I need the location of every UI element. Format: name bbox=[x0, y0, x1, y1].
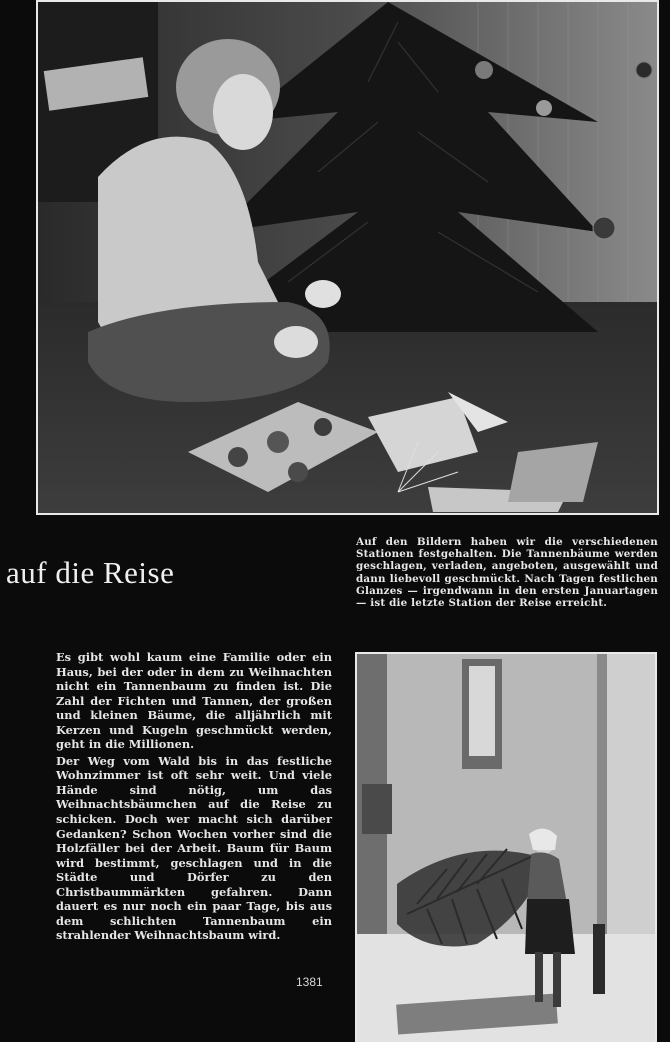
page-number: 1381 bbox=[296, 975, 323, 989]
photo-woman-carrying-tree bbox=[355, 652, 657, 1042]
body-paragraph-2: Der Weg vom Wald bis in das festliche Wohnzimmer ist oft sehr weit. Und viele Hände sind nötig, um das Weihnachtsbäumchen auf die Reise zu schicken. Doch wer macht sich darüber Gedanken? Schon Wochen vorher sind die Holzfäller bei der Arbeit. Baum für Baum wird bestimmt, geschlagen und in die Städte und Dörfer zu den Christbaummärkten gefahren. Dann dauert es nur noch ein paar Tage, bis aus dem schlichten Tannenbaum ein strahlender Weihnachtsbaum wird. bbox=[56, 753, 332, 943]
photo-woman-decorating-tree-illustration bbox=[38, 2, 657, 513]
article-headline: auf die Reise bbox=[6, 555, 175, 590]
photo-woman-decorating-tree bbox=[36, 0, 659, 515]
photo-caption: Auf den Bildern haben wir die verschiedenen Stationen festgehalten. Die Tannenbäume werden geschlagen, verladen, angeboten, ausgewählt und dann liebevoll geschmückt. Nach Tagen festlichen Glanzes — irgendwann in den ersten Januartagen — ist die letzte Station der Reise erreicht. bbox=[356, 536, 658, 610]
photo-woman-carrying-tree-illustration bbox=[357, 654, 655, 1042]
body-paragraph-1: Es gibt wohl kaum eine Familie oder ein Haus, bei der oder in dem zu Weihnachten nicht ein Tannenbaum zu finden ist. Die Zahl der Fichten und Tannen, der großen und kleinen Bäume, die alljährlich mit Kerzen und Kugeln geschmückt werden, geht in die Millionen. bbox=[56, 650, 332, 752]
article-body bbox=[56, 650, 332, 943]
